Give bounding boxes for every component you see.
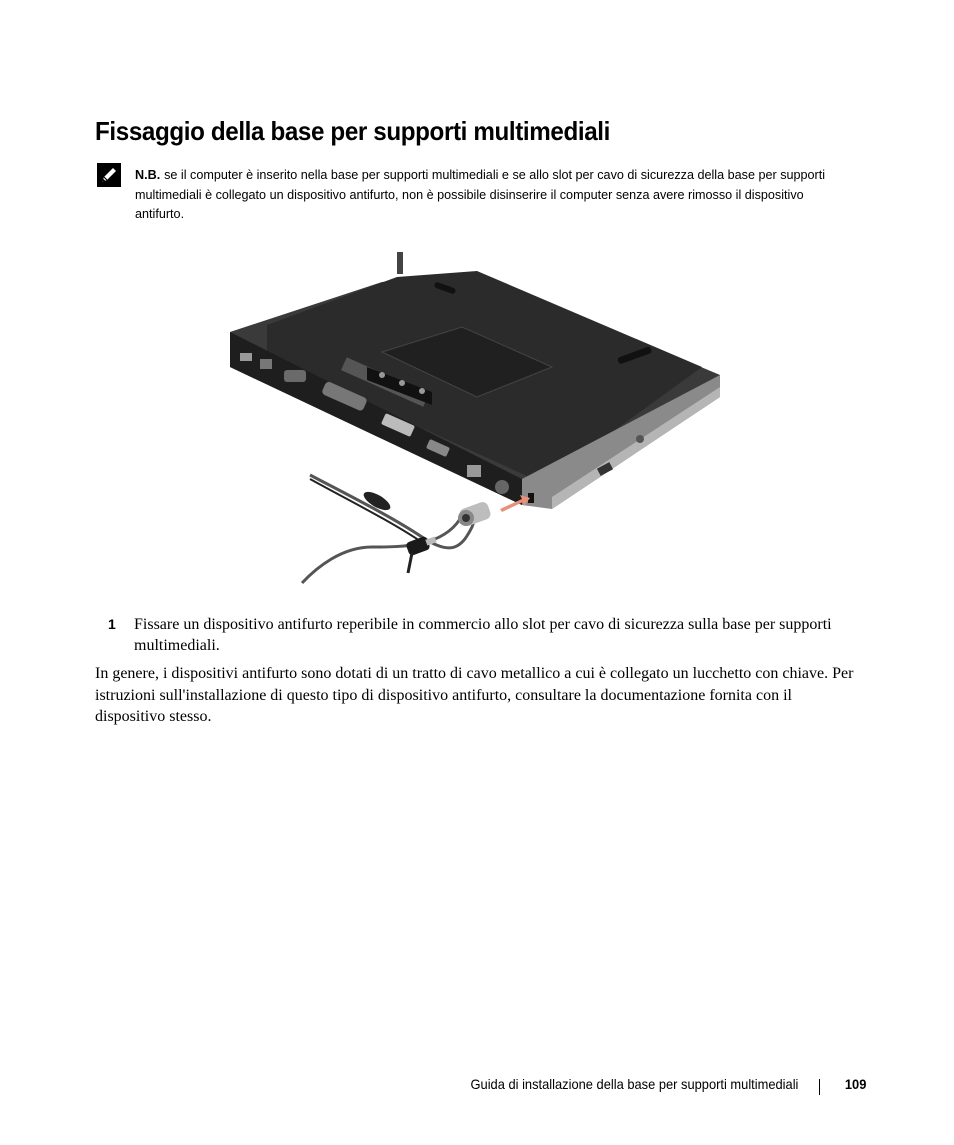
note-label: N.B.: [135, 167, 161, 182]
step-text: Fissare un dispositivo antifurto reperibile in commercio allo slot per cavo di sicurezza sulla base per supporti multimediali.: [134, 616, 832, 654]
footer-separator: [819, 1079, 820, 1095]
step-number: 1: [108, 616, 116, 632]
docking-station-illustration: [222, 247, 727, 587]
footer-title: Guida di installazione della base per supporti multimediali: [470, 1076, 798, 1092]
note-pencil-icon: [97, 163, 121, 187]
page-footer: [0, 1076, 866, 1098]
page-number: 109: [844, 1076, 866, 1092]
page-heading: Fissaggio della base per supporti multimediali: [95, 116, 610, 146]
note-body: se il computer è inserito nella base per supporti multimediali e se allo slot per cavo di sicurezza della base per supporti multimediali è collegato un dispositivo antifurto, non è possibile disinserire il computer senza avere rimosso il dispositivo antifurto.: [135, 167, 826, 221]
body-paragraph: In genere, i dispositivi antifurto sono dotati di un tratto di cavo metallico a cui è collegato un lucchetto con chiave. Per istruzioni sull'installazione di questo tipo di dispositivo antifurto, consultare la documentazione fornita con il dispositivo stesso.: [95, 665, 854, 725]
note-text: [135, 165, 848, 224]
